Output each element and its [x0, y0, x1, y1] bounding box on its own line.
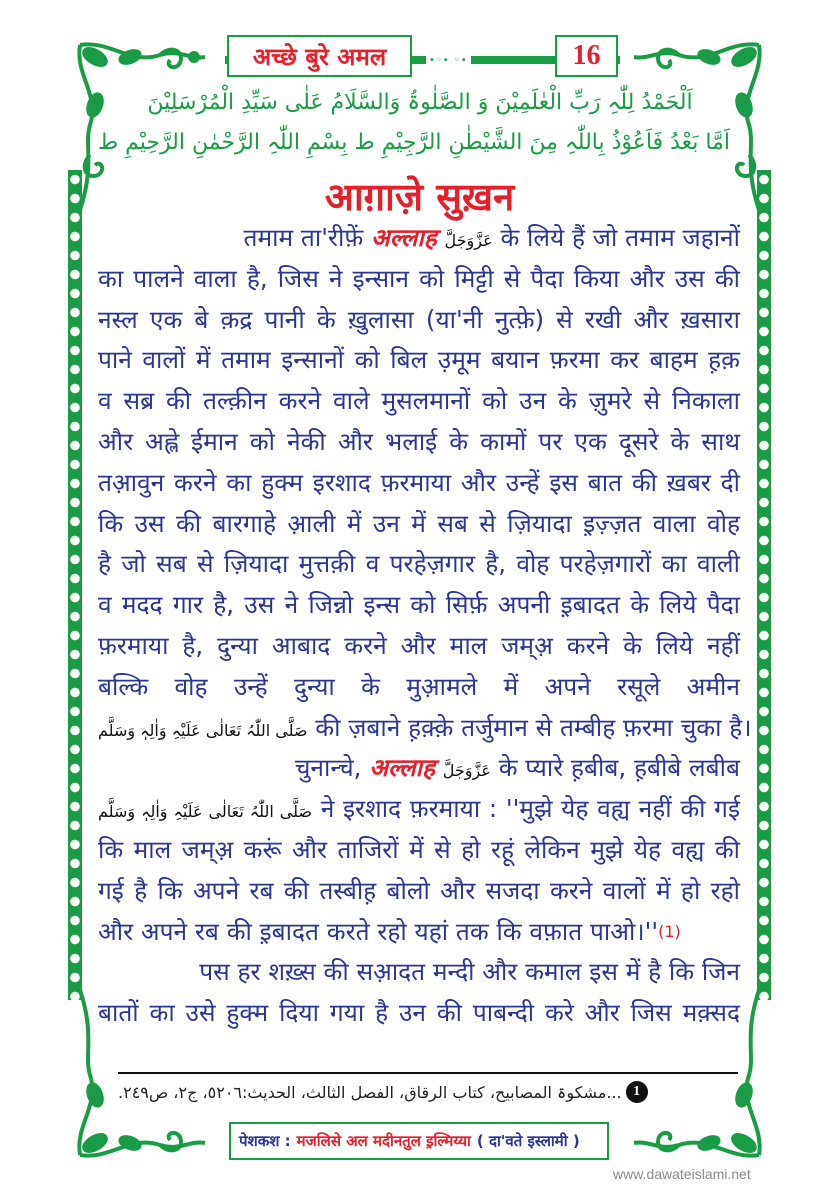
presenter-box — [229, 1122, 609, 1160]
book-title-box — [227, 35, 412, 77]
footnote-number-badge: 1 — [626, 1081, 648, 1103]
section-title: आग़ाज़े सुख़न — [324, 175, 515, 219]
footnote — [118, 1081, 738, 1103]
book-title: अच्छे बुरे अमल — [252, 42, 387, 71]
text-segment: चुनान्चे, — [294, 753, 362, 783]
invocation-line-1: اَلْحَمْدُ لِلّٰہِ رَبِّ الْعٰلَمِیْنَ وَ الصَّلٰوۃُ وَالسَّلَامُ عَلٰی سَیِّدِ الْمُرْسَلِیْنَ — [147, 90, 693, 115]
presenter-sub: ( दा'वते इस्लामी ) — [476, 1132, 580, 1150]
left-vine-border — [68, 170, 82, 1000]
text-segment: तमाम ता'रीफ़ें — [243, 223, 364, 252]
text-line: पस हर शख़्स की सआ़दत मन्दी और कमाल इस में है कि जिन — [199, 957, 740, 987]
right-vine-border — [757, 170, 771, 1000]
text-line — [98, 912, 740, 953]
text-line: कि माल जम्अ़ करूं और ताजिरों में से हो रहूं लेकिन मुझे येह वह्य की — [98, 834, 740, 864]
allah-word: अल्लाह — [369, 753, 435, 783]
presenter-org: मजलिसे अल मदीनतुल इ़ल्मिय्या — [296, 1132, 471, 1150]
text-line: व मदद गार है, उस ने जिन्नो इन्स को सिर्फ़ अपनी इ़बादत के लिये पैदा — [98, 590, 740, 620]
text-line — [98, 708, 752, 749]
text-line — [98, 218, 740, 259]
azza-wa-jalla: عَزَّوَجَلَّ — [442, 761, 491, 781]
footnote-text: ...مشکوۃ المصابیح، کتاب الرقاق، الفصل الثالث، الحدیث:٥٢٠٦، ج٢، ص٢٤٩. — [118, 1082, 622, 1102]
text-line: बातों का उसे हुक्म दिया गया है उन की पाबन्दी करे और जिस मक़्सद — [98, 998, 740, 1028]
salawat: صَلَّی اللّٰہُ تَعَالٰی عَلَیْہِ وَاٰلِہٖ وَسَلَّم — [98, 802, 312, 822]
website-url[interactable]: www.dawateislami.net — [613, 1166, 751, 1182]
text-segment: के लिये हैं जो तमाम जहानों — [500, 223, 740, 252]
text-line: व सब्र की तल्क़ीन करने वाले मुसलमानों को उन के ज़ुमरे से निकाला — [98, 386, 740, 416]
text-line: बल्कि वोह उन्हें दुन्या के मुआ़मले में अपने रसूले अमीन — [98, 671, 740, 701]
text-line: तआ़वुन करने का हुक्म इरशाद फ़रमाया और उन्हें इस बात की ख़बर दी — [98, 467, 740, 497]
body-text — [98, 218, 752, 1034]
text-line: नस्ल एक बे क़द्र पानी के ख़ुलासा (या'नी नुत्फ़े) से रखी और ख़सारा — [98, 304, 740, 334]
text-line: का पालने वाला है, जिस ने इन्सान को मिट्टी से पैदा किया और उस की — [98, 263, 740, 293]
text-line: कि उस की बारगाहे आ़ली में उन में सब से ज़ियादा इ़ज़्ज़त वाला वोह — [98, 508, 740, 538]
presenter-label: पेशकश : — [239, 1132, 291, 1150]
azza-wa-jalla: عَزَّوَجَلَّ — [444, 231, 493, 250]
salawat: صَلَّی اللّٰہُ تَعَالٰی عَلَیْہِ وَاٰلِہٖ وَسَلَّم — [98, 720, 308, 740]
text-line: फ़रमाया है, दुन्या आबाद करने और माल जम्अ़ करने के लिये नहीं — [98, 630, 740, 660]
page-number-box — [555, 35, 618, 77]
text-line: और अह्ले ईमान को नेकी और भलाई के कामों पर एक दूसरे के साथ — [98, 426, 740, 456]
text-line — [98, 789, 740, 830]
text-segment: ने इरशाद फ़रमाया : ''मुझे येह वह्य नहीं की गई — [320, 794, 741, 824]
text-segment: और अपने रब की इ़बादत करते रहो यहां तक कि वफ़ात पाओ।'' — [98, 916, 659, 946]
allah-word: अल्लाह — [371, 223, 437, 252]
text-line: है जो सब से ज़ियादा मुत्तक़ी व परहेज़गार है, वोह परहेज़गारों का वाली — [98, 549, 740, 579]
text-line: पाने वालों में तमाम इन्सानों को बिल उ़मूम बयान फ़रमा कर बाहम ह़क़ — [98, 345, 740, 375]
footnote-divider — [118, 1072, 738, 1074]
bar-ornament: •◦• ◦• — [426, 55, 471, 66]
page-number: 16 — [572, 40, 601, 71]
invocation-line-2: اَمَّا بَعْدُ فَاَعُوْذُ بِاللّٰہِ مِنَ الشَّیْطٰنِ الرَّجِیْمِ ط بِسْمِ اللّٰہِ الرَّحْمٰنِ الرَّحِیْمِ ط — [97, 130, 730, 155]
text-line — [98, 748, 740, 789]
text-segment: के प्यारे ह़बीब, ह़बीबे लबीब — [498, 753, 740, 783]
text-line: गई है कि अपने रब की तस्बीह़ बोलो और सजदा करने वालों में हो रहो — [98, 875, 740, 905]
text-segment: की ज़बाने ह़क़्क़े तर्जुमान से तम्बीह फ़रमा चुका है। — [315, 712, 752, 742]
footnote-reference[interactable]: (1) — [658, 921, 681, 941]
